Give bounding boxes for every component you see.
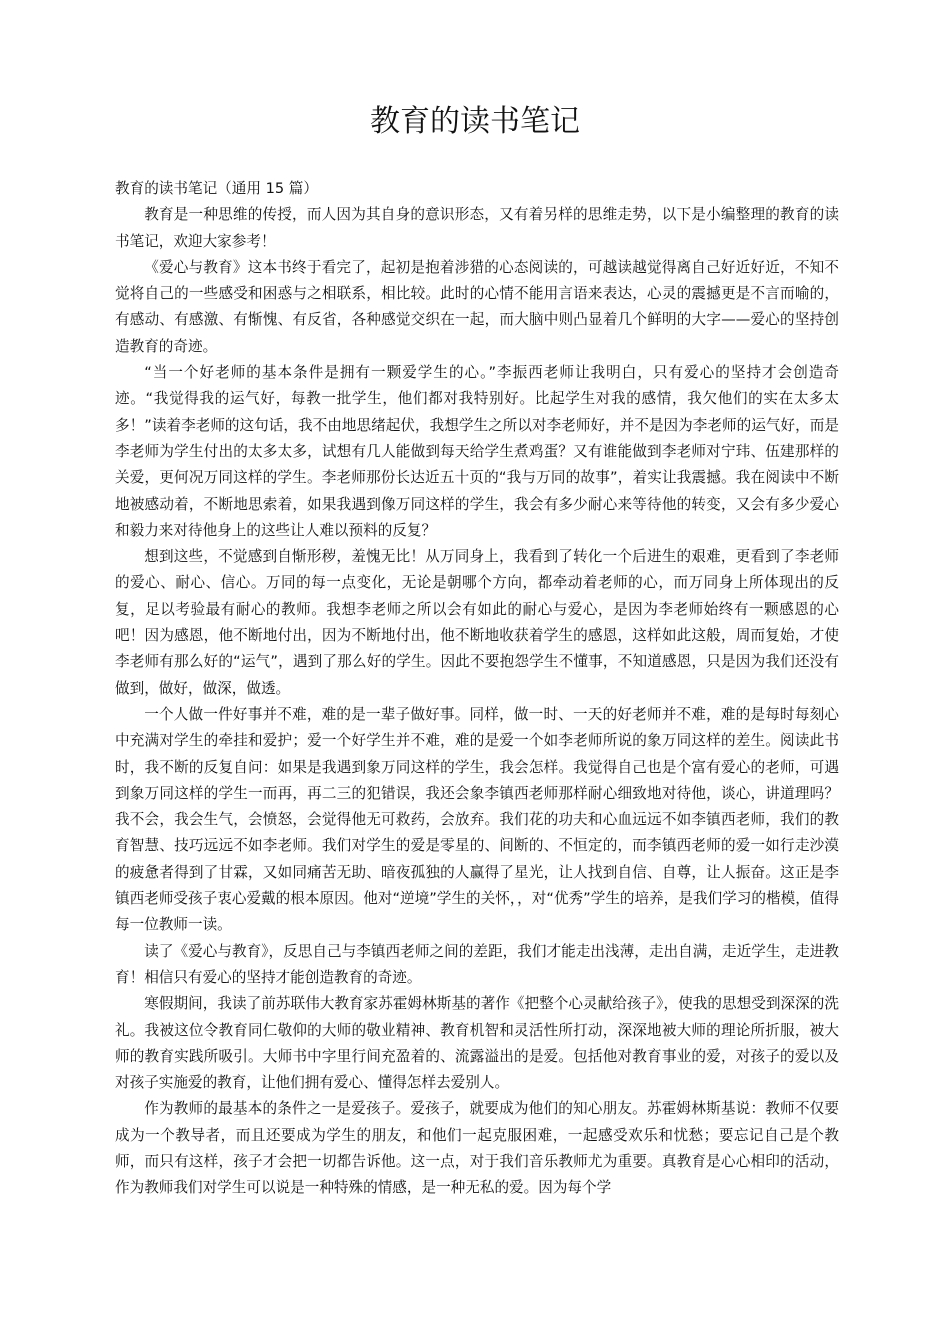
document-subtitle: 教育的读书笔记（通用 15 篇）	[115, 180, 318, 197]
document-title: 教育的读书笔记	[370, 104, 580, 139]
paragraph: 作为教师的最基本的条件之一是爱孩子。爱孩子，就要成为他们的知心朋友。苏霍姆林斯基说：教师不仅要成为一个教导者，而且还要成为学生的朋友，和他们一起克服困难，一起感受欢乐和忧愁；要忘记自己是个教师，而只有这样，孩子才会把一切都告诉他。这一点，对于我们音乐教师尤为重要。真教育是心心相印的活动，作为教师我们对学生可以说是一种特殊的情感，是一种无私的爱。因为每个学	[115, 1100, 839, 1197]
paragraph: 想到这些，不觉感到自惭形秽，羞愧无比！从万同身上，我看到了转化一个后进生的艰难，更看到了李老师的爱心、耐心、信心。万同的每一点变化，无论是朝哪个方向，都牵动着老师的心，而万同身上所体现出的反复，足以考验最有耐心的教师。我想李老师之所以会有如此的耐心与爱心，是因为李老师始终有一颗感恩的心吧！因为感恩，他不断地付出，因为不断地付出，他不断地收获着学生的感恩，这样如此这般，周而复始，才使李老师有那么好的“运气”，遇到了那么好的学生。因此不要抱怨学生不懂事，不知道感恩，只是因为我们还没有做到，做好，做深，做透。	[115, 548, 839, 697]
paragraph: 一个人做一件好事并不难，难的是一辈子做好事。同样，做一时、一天的好老师并不难，难的是每时每刻心中充满对学生的牵挂和爱护；爱一个好学生并不难，难的是爱一个如李老师所说的象万同这样的差生。阅读此书时，我不断的反复自问：如果是我遇到象万同这样的学生，我会怎样。我觉得自己也是个富有爱心的老师，可遇到象万同这样的学生一而再，再二三的犯错误，我还会象李镇西老师那样耐心细致地对待他，谈心，讲道理吗？我不会，我会生气，会愤怒，会觉得他无可救药，会放弃。我们花的功夫和心血远远不如李镇西老师，我们的教育智慧、技巧远远不如李老师。我们对学生的爱是零星的、间断的、不恒定的，而李镇西老师的爱一如行走沙漠的疲惫者得到了甘霖，又如同痛苦无助、暗夜孤独的人赢得了星光，让人找到自信、自尊，让人振奋。这正是李镇西老师受孩子衷心爱戴的根本原因。他对“逆境”学生的关怀，，对“优秀”学生的培养，是我们学习的楷模，值得每一位教师一读。	[115, 705, 839, 934]
paragraph: “当一个好老师的基本条件是拥有一颗爱学生的心。”李振西老师让我明白，只有爱心的坚持才会创造奇迹。“我觉得我的运气好，每教一批学生，他们都对我特别好。比起学生对我的感情，我欠他们的实在太多太多！”读着李老师的这句话，我不由地思绪起伏，我想学生之所以对李老师好，并不是因为李老师的运气好，而是李老师为学生付出的太多太多，试想有几人能做到每天给学生煮鸡蛋？又有谁能做到李老师对宁玮、伍建那样的关爱，更何况万同这样的学生。李老师那份长达近五十页的“我与万同的故事”，着实让我震撼。我在阅读中不断地被感动着，不断地思索着，如果我遇到像万同这样的学生，我会有多少耐心来等待他的转变，又会有多少爱心和毅力来对待他身上的这些让人难以预料的反复？	[115, 364, 839, 539]
document-body	[115, 176, 839, 1202]
paragraph: 读了《爱心与教育》，反思自己与李镇西老师之间的差距，我们才能走出浅薄，走出自满，走近学生，走进教育！相信只有爱心的坚持才能创造教育的奇迹。	[115, 942, 839, 986]
paragraph: 寒假期间，我读了前苏联伟大教育家苏霍姆林斯基的著作《把整个心灵献给孩子》，使我的思想受到深深的洗礼。我被这位令教育同仁敬仰的大师的敬业精神、教育机智和灵活性所打动，深深地被大师的理论所折服，被大师的教育实践所吸引。大师书中字里行间充盈着的、流露溢出的是爱。包括他对教育事业的爱，对孩子的爱以及对孩子实施爱的教育，让他们拥有爱心、懂得怎样去爱别人。	[115, 995, 839, 1092]
paragraph: 《爱心与教育》这本书终于看完了，起初是抱着涉猎的心态阅读的，可越读越觉得离自己好近好近，不知不觉将自己的一些感受和困惑与之相联系，相比较。此时的心情不能用言语来表达，心灵的震撼更是不言而喻的，有感动、有感激、有惭愧、有反省，各种感觉交织在一起，而大脑中则凸显着几个鲜明的大字——爱心的坚持创造教育的奇迹。	[115, 258, 839, 355]
paragraph-intro: 教育是一种思维的传授，而人因为其自身的意识形态，又有着另样的思维走势，以下是小编整理的教育的读书笔记，欢迎大家参考！	[115, 206, 839, 250]
